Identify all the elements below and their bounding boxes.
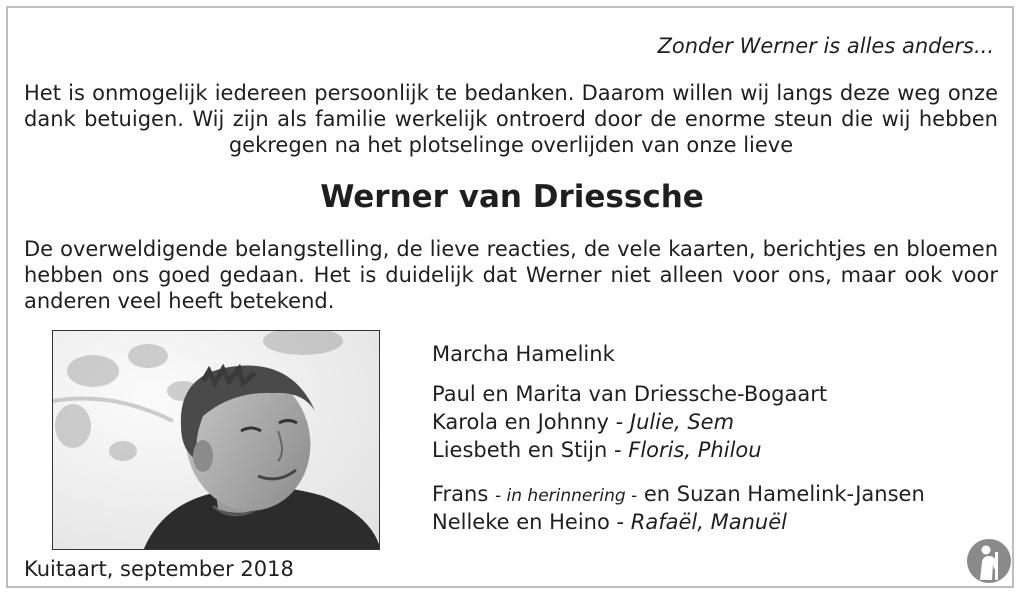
deceased-name: Werner van Driessche (320, 179, 704, 215)
sibling-line-1 (432, 409, 734, 435)
sibling-1-children: Julie, Sem (629, 410, 735, 434)
motto: Zonder Werner is alles anders... (657, 34, 994, 58)
memorial-logo-icon (966, 538, 1012, 584)
parents-line: Paul en Marita van Driessche-Bogaart (432, 382, 828, 406)
place-date: Kuitaart, september 2018 (24, 557, 294, 581)
sibling-2-children: Floris, Philou (628, 438, 762, 462)
inlaws-rest: en Suzan Hamelink-Jansen (637, 482, 925, 506)
portrait-photo (52, 330, 380, 550)
sibling-2-names: Liesbeth en Stijn - (432, 438, 629, 462)
sibling-1-names: Karola en Johnny - (432, 410, 630, 434)
sibling-line-2 (432, 437, 762, 463)
partner-line: Marcha Hamelink (432, 342, 615, 366)
inlaws-first: Frans (432, 482, 495, 506)
portrait-illustration (53, 331, 380, 550)
inlaws-line (432, 481, 925, 509)
in-memory-note: - in herinnering - (494, 486, 638, 506)
sibling-3-names: Nelleke en Heino - (432, 510, 631, 534)
thanks-paragraph: De overweldigende belangstelling, de lieve reacties, de vele kaarten, berichtjes en bloemen hebben ons goed gedaan. Het is duidelijk dat Werner niet alleen voor ons, maar ook voor anderen veel heeft betekend. (24, 237, 998, 313)
intro-paragraph: Het is onmogelijk iedereen persoonlijk te bedanken. Daarom willen wij langs deze weg onze dank betuigen. Wij zijn als familie werkelijk ontroerd door de enorme steun die wij hebben gekregen na het plotselinge overlijden van onze lieve (24, 81, 998, 157)
sibling-3-children: Rafaël, Manuël (630, 510, 787, 534)
sibling-line-3 (432, 509, 787, 535)
